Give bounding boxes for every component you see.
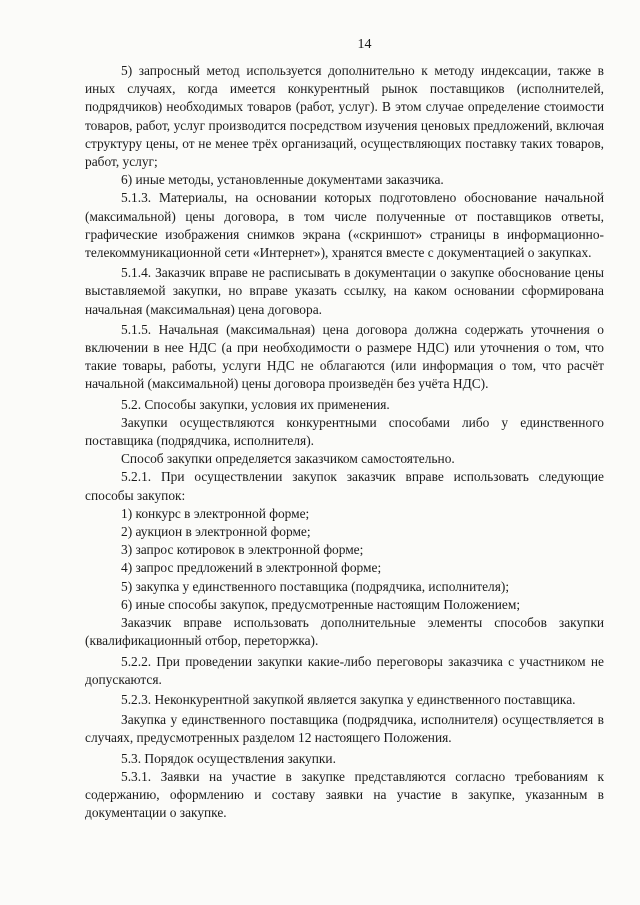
paragraph-5-1-4: 5.1.4. Заказчик вправе не расписывать в документации о закупке обоснование цены выставляемой закупки, но вправе указать ссылку, на каком основании сформирована начальная (максимальная) цена договора. <box>85 265 604 317</box>
paragraph-method-choice: Способ закупки определяется заказчиком самостоятельно. <box>121 451 455 467</box>
paragraph-5-2-1: 5.2.1. При осуществлении закупок заказчик вправе использовать следующие способы закупок: <box>85 469 604 503</box>
list-item: 5) закупка у единственного поставщика (подрядчика, исполнителя); <box>121 578 510 594</box>
paragraph-method-6: 6) иные методы, установленные документами заказчика. <box>121 172 444 188</box>
paragraph-method-5: 5) запросный метод используется дополнительно к методу индексации, также в иных случаях, когда имеется конкурентный рынок поставщиков (исполнителей, подрядчиков) необходимых товаров (работ, услуг). В этом случае определение стоимости товаров, работ, услуг производится посредством изучения ценовых предложений, включая структуру цены, от не менее трёх организаций, осуществляющих поставку таких товаров, работ, услуг; <box>85 63 604 170</box>
paragraph-additional-elements: Заказчик вправе использовать дополнительные элементы способов закупки (квалификационный отбор, переторжка). <box>85 615 604 649</box>
list-item: 3) запрос котировок в электронной форме; <box>121 542 364 558</box>
list-item: 6) иные способы закупок, предусмотренные настоящим Положением; <box>121 596 521 612</box>
paragraph-single-supplier: Закупка у единственного поставщика (подрядчика, исполнителя) осуществляется в случаях, предусмотренных разделом 12 настоящего Положения. <box>85 712 604 746</box>
section-heading-5-3: 5.3. Порядок осуществления закупки. <box>121 750 336 766</box>
paragraph-5-1-3: 5.1.3. Материалы, на основании которых подготовлено обоснование начальной (максимальной) цены договора, в том числе полученные от поставщиков ответы, графические изображения снимков экрана («скриншот» страницы в информационно-телекоммуникационной сети «Интернет»), хранятся вместе с документацией о закупках. <box>85 190 604 261</box>
paragraph-5-1-5: 5.1.5. Начальная (максимальная) цена договора должна содержать уточнения о включении в нее НДС (а при необходимости о размере НДС) или уточнения о том, что такие товары, работы, услуги НДС не облагаются (или информация о том, что расчёт начальной (максимальной) цены договора произведён без учёта НДС). <box>85 321 604 392</box>
list-item: 4) запрос предложений в электронной форме; <box>121 560 382 576</box>
paragraph-purchase-methods: Закупки осуществляются конкурентными способами либо у единственного поставщика (подрядчика, исполнителя). <box>85 414 604 449</box>
document-body <box>85 62 604 822</box>
page-number: 14 <box>357 37 372 52</box>
list-item: 1) конкурс в электронной форме; <box>121 505 310 521</box>
list-item: 2) аукцион в электронной форме; <box>121 524 311 540</box>
paragraph-5-2-2: 5.2.2. При проведении закупки какие-либо переговоры заказчика с участником не допускаются. <box>85 653 604 687</box>
paragraph-5-2-3: 5.2.3. Неконкурентной закупкой является закупка у единственного поставщика. <box>121 691 576 707</box>
section-heading-5-2: 5.2. Способы закупки, условия их применения. <box>121 396 390 412</box>
paragraph-5-3-1: 5.3.1. Заявки на участие в закупке представляются согласно требованиям к содержанию, оформлению и составу заявки на участие в закупке, указанным в документации о закупке. <box>85 768 604 821</box>
